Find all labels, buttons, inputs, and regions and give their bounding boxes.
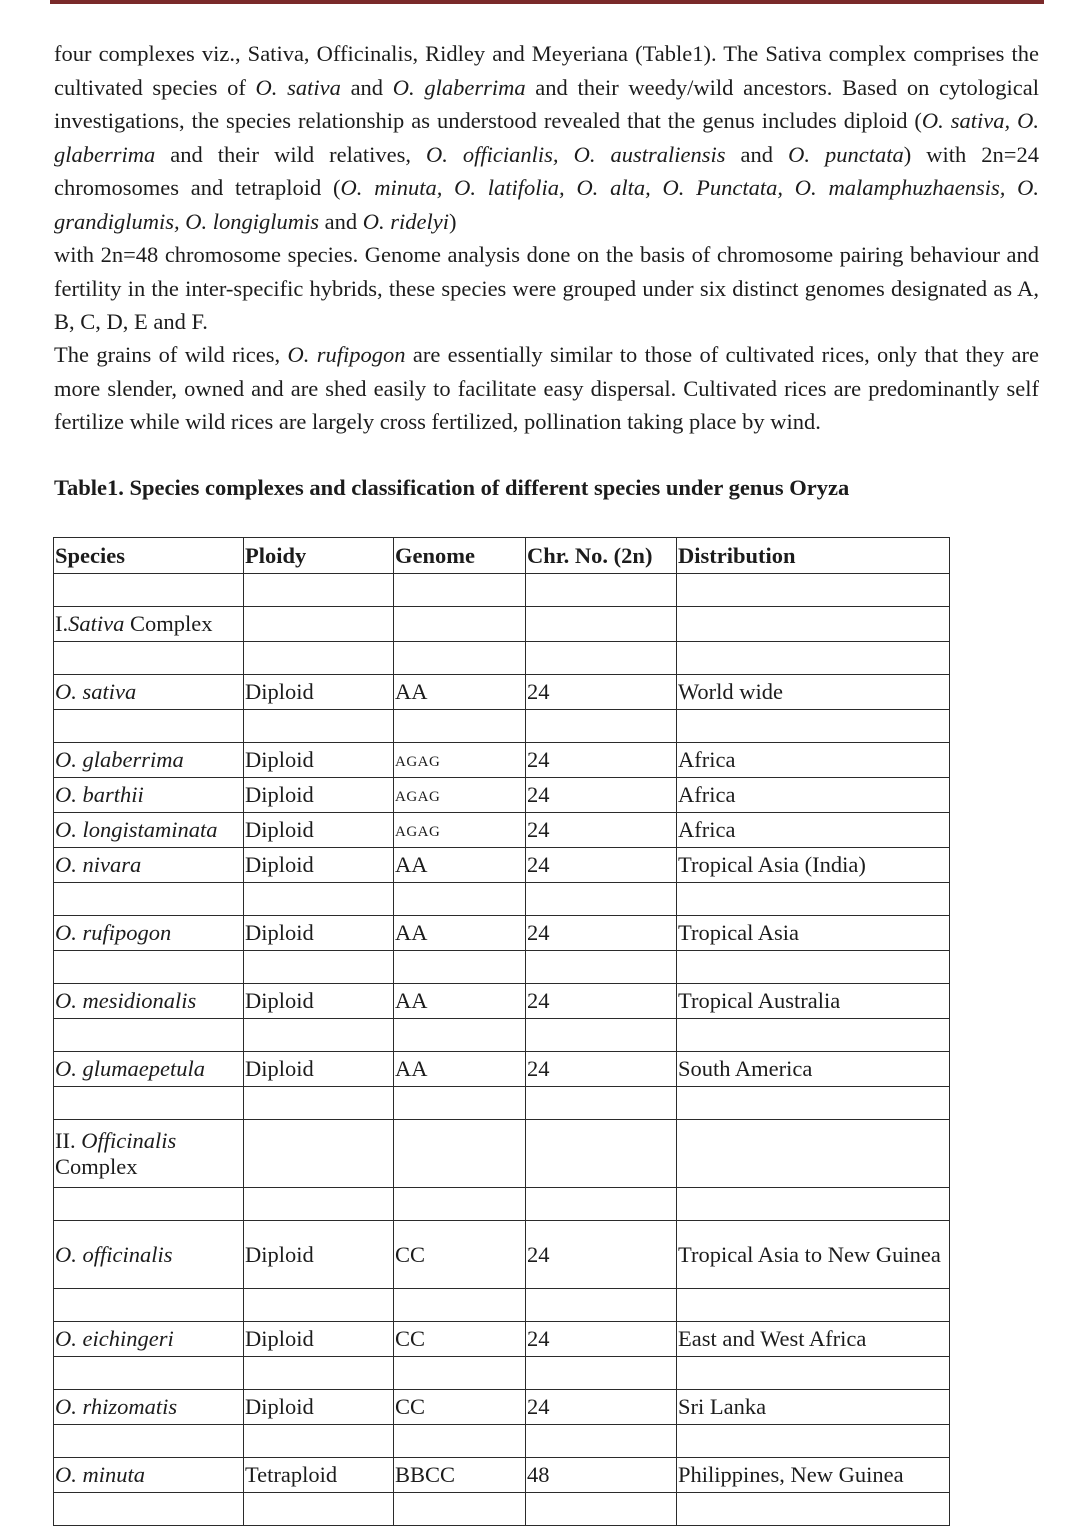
body-paragraph-1 xyxy=(54,37,1039,339)
ploidy-cell: Diploid xyxy=(244,813,394,848)
section-suffix: Complex xyxy=(55,1153,138,1179)
species-name-text: O. sativa xyxy=(255,74,341,100)
table-row xyxy=(54,743,950,778)
empty-cell xyxy=(54,642,244,675)
distribution-cell: South America xyxy=(677,1052,950,1087)
empty-cell xyxy=(394,883,526,916)
empty-cell xyxy=(526,1019,677,1052)
empty-cell xyxy=(244,607,394,642)
genome-cell: CC xyxy=(394,1322,526,1357)
empty-cell xyxy=(244,1289,394,1322)
distribution-cell: Tropical Asia (India) xyxy=(677,848,950,883)
empty-cell xyxy=(244,1087,394,1120)
species-name: O. rhizomatis xyxy=(55,1394,178,1419)
table-spacer-row xyxy=(54,574,950,607)
table-spacer-row xyxy=(54,1087,950,1120)
empty-cell xyxy=(244,1188,394,1221)
table-spacer-row xyxy=(54,1019,950,1052)
section-name: Sativa xyxy=(68,611,125,636)
genome-cell xyxy=(394,813,526,848)
empty-cell xyxy=(54,1493,244,1526)
empty-cell xyxy=(244,951,394,984)
empty-cell xyxy=(244,1493,394,1526)
ploidy-cell: Diploid xyxy=(244,778,394,813)
empty-cell xyxy=(526,642,677,675)
genome-cell: AA xyxy=(394,1052,526,1087)
distribution-cell: Tropical Asia xyxy=(677,916,950,951)
empty-cell xyxy=(394,1019,526,1052)
empty-cell xyxy=(677,710,950,743)
species-cell xyxy=(54,1052,244,1087)
table-spacer-row xyxy=(54,951,950,984)
species-name: O. officinalis xyxy=(55,1241,173,1267)
table-spacer-row xyxy=(54,1357,950,1390)
species-name-text: O. ridelyi xyxy=(362,208,450,234)
empty-cell xyxy=(244,574,394,607)
species-name: O. minuta xyxy=(55,1462,145,1487)
body-paragraph-2 xyxy=(54,338,1039,439)
table-row xyxy=(54,916,950,951)
empty-cell xyxy=(394,642,526,675)
empty-cell xyxy=(54,883,244,916)
empty-cell xyxy=(677,951,950,984)
genome-cell: AA xyxy=(394,984,526,1019)
section-suffix: Complex xyxy=(124,611,213,636)
empty-cell xyxy=(54,1289,244,1322)
ploidy-cell: Diploid xyxy=(244,1390,394,1425)
table-row xyxy=(54,1458,950,1493)
empty-cell xyxy=(677,1425,950,1458)
empty-cell xyxy=(526,710,677,743)
table-row xyxy=(54,1322,950,1357)
chromosome-cell: 24 xyxy=(526,1322,677,1357)
species-cell xyxy=(54,1322,244,1357)
empty-cell xyxy=(54,710,244,743)
empty-cell xyxy=(526,1188,677,1221)
empty-cell xyxy=(394,1425,526,1458)
body-text: four complexes viz., Sativa, Officinalis, Ridley and Meyeriana (Table1). The Sativa complex comprises the cultivated species of xyxy=(54,41,1039,100)
empty-cell xyxy=(677,1120,950,1188)
body-text: and xyxy=(340,74,393,100)
section-numeral: I. xyxy=(55,611,69,636)
genome-cell: BBCC xyxy=(394,1458,526,1493)
empty-cell xyxy=(394,1188,526,1221)
chromosome-cell: 24 xyxy=(526,916,677,951)
chromosome-cell: 24 xyxy=(526,848,677,883)
table-row xyxy=(54,675,950,710)
empty-cell xyxy=(54,1357,244,1390)
empty-cell xyxy=(526,951,677,984)
header-ploidy-cell: Ploidy xyxy=(244,538,394,574)
species-name-text: O. rufipogon xyxy=(287,342,406,367)
distribution-cell: Africa xyxy=(677,813,950,848)
species-cell xyxy=(54,743,244,778)
ploidy-cell: Diploid xyxy=(244,1052,394,1087)
table-row xyxy=(54,1221,950,1289)
ploidy-cell: Diploid xyxy=(244,675,394,710)
genome-value: AGAG xyxy=(395,753,441,770)
empty-cell xyxy=(677,642,950,675)
species-name-text: O. punctata xyxy=(788,141,904,167)
empty-cell xyxy=(526,607,677,642)
chromosome-cell: 24 xyxy=(526,1390,677,1425)
header-distribution-cell: Distribution xyxy=(677,538,950,574)
empty-cell xyxy=(244,1425,394,1458)
ploidy-cell: Diploid xyxy=(244,916,394,951)
chromosome-cell: 24 xyxy=(526,984,677,1019)
empty-cell xyxy=(526,1357,677,1390)
empty-cell xyxy=(526,883,677,916)
table-header-row xyxy=(54,538,950,574)
species-name: O. glumaepetula xyxy=(55,1056,205,1081)
species-cell xyxy=(54,813,244,848)
species-name-text: O. minuta, O. latifolia, O. alta, O. Punctata, O. malamphuzhaensis, O. grandiglumis, O. longiglumis xyxy=(54,175,1039,234)
distribution-cell: Africa xyxy=(677,743,950,778)
empty-cell xyxy=(526,1289,677,1322)
ploidy-cell: Diploid xyxy=(244,743,394,778)
table-row xyxy=(54,1052,950,1087)
table-spacer-row xyxy=(54,1425,950,1458)
header-genome-cell: Genome xyxy=(394,538,526,574)
species-name: O. nivara xyxy=(55,852,142,877)
empty-cell xyxy=(244,1019,394,1052)
genome-value: AGAG xyxy=(395,823,441,840)
empty-cell xyxy=(54,951,244,984)
empty-cell xyxy=(526,1493,677,1526)
empty-cell xyxy=(394,1087,526,1120)
table-section-row xyxy=(54,1120,950,1188)
table-spacer-row xyxy=(54,642,950,675)
empty-cell xyxy=(526,1120,677,1188)
body-text: are essentially similar to those of cultivated rices, only that they are more slender, owned and are shed easily to facilitate easy dispersal. Cultivated rices are predominantly self fertilize while wild rices are largely cross fertilized, pollination taking place by wind. xyxy=(54,342,1040,434)
distribution-cell: Africa xyxy=(677,778,950,813)
empty-cell xyxy=(244,1120,394,1188)
chromosome-cell: 24 xyxy=(526,1221,677,1289)
header-chromosome-cell: Chr. No. (2n) xyxy=(526,538,677,574)
body-text: and their weedy/wild ancestors. Based on cytological investigations, the species relationship as understood revealed that the genus includes diploid ( xyxy=(54,74,1039,133)
species-cell xyxy=(54,1458,244,1493)
empty-cell xyxy=(394,951,526,984)
body-text: and xyxy=(319,208,363,234)
body-text: and xyxy=(725,141,789,167)
empty-cell xyxy=(244,1357,394,1390)
table-row xyxy=(54,1390,950,1425)
header-species-cell: Species xyxy=(54,538,244,574)
table-spacer-row xyxy=(54,883,950,916)
species-cell xyxy=(54,916,244,951)
body-text: ) with 2n=24 chromosomes and tetraploid ( xyxy=(54,141,1039,200)
chromosome-cell: 24 xyxy=(526,675,677,710)
table-row xyxy=(54,848,950,883)
table-row xyxy=(54,778,950,813)
species-table xyxy=(53,537,950,1526)
empty-cell xyxy=(54,1087,244,1120)
empty-cell xyxy=(677,1087,950,1120)
empty-cell xyxy=(677,883,950,916)
species-cell xyxy=(54,984,244,1019)
empty-cell xyxy=(526,1087,677,1120)
section-title-cell xyxy=(54,607,244,642)
species-name-text: O. sativa, O. glaberrima xyxy=(54,108,1039,167)
empty-cell xyxy=(677,1188,950,1221)
ploidy-cell: Diploid xyxy=(244,1322,394,1357)
genome-cell: AA xyxy=(394,675,526,710)
empty-cell xyxy=(244,883,394,916)
empty-cell xyxy=(677,1019,950,1052)
body-text: ) xyxy=(449,208,457,234)
genome-cell xyxy=(394,778,526,813)
empty-cell xyxy=(677,574,950,607)
table-section-row xyxy=(54,607,950,642)
empty-cell xyxy=(394,710,526,743)
chromosome-cell: 24 xyxy=(526,813,677,848)
ploidy-cell: Tetraploid xyxy=(244,1458,394,1493)
empty-cell xyxy=(394,1289,526,1322)
empty-cell xyxy=(526,574,677,607)
empty-cell xyxy=(677,1357,950,1390)
section-name: Officinalis xyxy=(81,1127,177,1153)
genome-cell: AA xyxy=(394,916,526,951)
species-cell xyxy=(54,1221,244,1289)
species-name: O. glaberrima xyxy=(55,747,184,772)
empty-cell xyxy=(394,1493,526,1526)
distribution-cell: Philippines, New Guinea xyxy=(677,1458,950,1493)
table-spacer-row xyxy=(54,1188,950,1221)
body-text: The grains of wild rices, xyxy=(54,342,288,367)
species-name-text: O. officianlis, O. australiensis xyxy=(426,141,726,167)
empty-cell xyxy=(677,1493,950,1526)
species-name: O. longistaminata xyxy=(55,817,218,842)
species-name: O. barthii xyxy=(55,782,144,807)
species-cell xyxy=(54,778,244,813)
genome-cell: CC xyxy=(394,1221,526,1289)
table-spacer-row xyxy=(54,1289,950,1322)
species-name: O. rufipogon xyxy=(55,920,172,945)
empty-cell xyxy=(677,1289,950,1322)
body-text: and their wild relatives, xyxy=(155,141,426,167)
empty-cell xyxy=(54,1188,244,1221)
empty-cell xyxy=(54,1425,244,1458)
species-cell xyxy=(54,848,244,883)
empty-cell xyxy=(394,1357,526,1390)
distribution-value: Tropical Asia to New Guinea xyxy=(678,1242,941,1267)
empty-cell xyxy=(394,1120,526,1188)
empty-cell xyxy=(394,574,526,607)
distribution-cell: Sri Lanka xyxy=(677,1390,950,1425)
table-caption: Table1. Species complexes and classification of different species under genus Oryza xyxy=(54,475,850,500)
species-name: O. sativa xyxy=(55,679,137,704)
table-spacer-row xyxy=(54,710,950,743)
table-row xyxy=(54,984,950,1019)
species-name: O. eichingeri xyxy=(55,1326,174,1351)
species-cell xyxy=(54,675,244,710)
empty-cell xyxy=(54,1019,244,1052)
distribution-cell xyxy=(677,1221,950,1289)
species-name-text: O. glaberrima xyxy=(392,74,526,100)
species-cell xyxy=(54,1390,244,1425)
species-name: O. mesidionalis xyxy=(55,988,197,1013)
distribution-cell: East and West Africa xyxy=(677,1322,950,1357)
chromosome-cell: 24 xyxy=(526,743,677,778)
genome-cell: CC xyxy=(394,1390,526,1425)
ploidy-cell: Diploid xyxy=(244,1221,394,1289)
genome-value: AGAG xyxy=(395,788,441,805)
empty-cell xyxy=(244,642,394,675)
table-spacer-row xyxy=(54,1493,950,1526)
empty-cell xyxy=(244,710,394,743)
chromosome-cell: 48 xyxy=(526,1458,677,1493)
ploidy-cell: Diploid xyxy=(244,984,394,1019)
section-numeral: II. xyxy=(55,1127,82,1153)
body-text: with 2n=48 chromosome species. Genome analysis done on the basis of chromosome pairing behaviour and fertility in the inter-specific hybrids, these species were grouped under six distinct genomes designated as A, B, C, D, E and F. xyxy=(54,242,1039,334)
table-row xyxy=(54,813,950,848)
chromosome-cell: 24 xyxy=(526,778,677,813)
chromosome-cell: 24 xyxy=(526,1052,677,1087)
ploidy-cell: Diploid xyxy=(244,848,394,883)
empty-cell xyxy=(677,607,950,642)
distribution-cell: Tropical Australia xyxy=(677,984,950,1019)
empty-cell xyxy=(526,1425,677,1458)
page-top-rule xyxy=(50,0,1044,4)
empty-cell xyxy=(394,607,526,642)
section-title-cell xyxy=(54,1120,244,1188)
empty-cell xyxy=(54,574,244,607)
genome-cell xyxy=(394,743,526,778)
distribution-cell: World wide xyxy=(677,675,950,710)
genome-cell: AA xyxy=(394,848,526,883)
